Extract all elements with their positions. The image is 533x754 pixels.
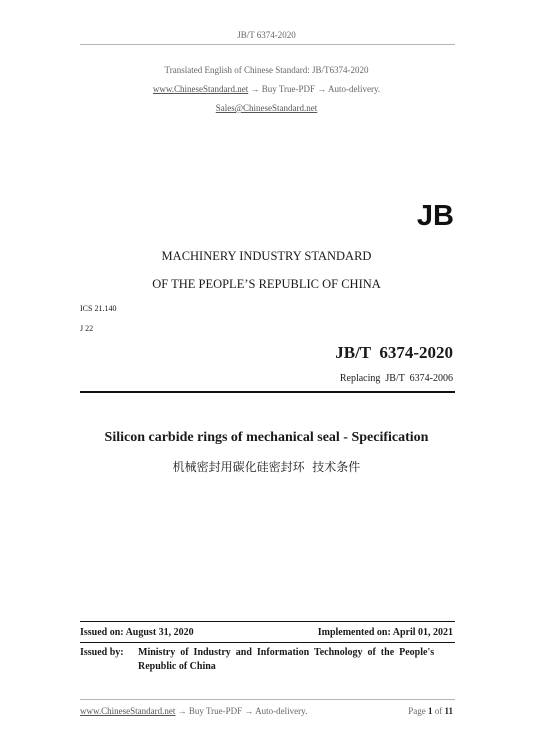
footer-buy-text: → Buy True-PDF → Auto-delivery. — [177, 706, 308, 716]
email-line — [0, 103, 533, 113]
running-header: JB/T 6374-2020 — [237, 30, 296, 40]
jb-logo: JB — [416, 200, 454, 232]
header-rule — [80, 44, 455, 45]
buy-text: → Buy True-PDF → Auto-delivery. — [250, 84, 381, 94]
of-label: of — [434, 706, 443, 716]
ics-code: ICS 21.140 — [80, 304, 117, 313]
page-indicator — [408, 706, 453, 716]
issued-by-line1: Ministry of Industry and Information Technology of the People's — [138, 647, 435, 658]
issuer-title-line2: OF THE PEOPLE’S REPUBLIC OF CHINA — [152, 277, 381, 291]
replacing-note: Replacing JB/T 6374-2006 — [339, 373, 453, 384]
footer-rule — [80, 699, 455, 700]
ccs-code: J 22 — [80, 324, 94, 333]
email-link[interactable]: Sales@ChineseStandard.net — [215, 103, 318, 113]
footer-buy-line — [80, 706, 307, 716]
site-link[interactable]: www.ChineseStandard.net — [152, 84, 249, 94]
issued-on: Issued on: August 31, 2020 — [80, 627, 194, 638]
translation-note: Translated English of Chinese Standard: JB/T6374-2020 — [164, 65, 369, 75]
standard-number: JB/T 6374-2020 — [335, 343, 453, 362]
dates-bottom-rule — [80, 642, 455, 643]
issuer-title-line1: MACHINERY INDUSTRY STANDARD — [161, 249, 372, 263]
implemented-on: Implemented on: April 01, 2021 — [317, 627, 453, 638]
issued-by-label: Issued by: — [80, 647, 124, 658]
title-rule — [80, 391, 455, 393]
footer-site-link[interactable]: www.ChineseStandard.net — [80, 706, 176, 716]
title-chinese: 机械密封用碳化硅密封环 技术条件 — [172, 460, 361, 474]
page-number: 1 — [427, 706, 433, 716]
issued-by-line2: Republic of China — [138, 661, 216, 672]
title-english: Silicon carbide rings of mechanical seal - Specification — [104, 430, 429, 445]
page-label: Page — [408, 706, 426, 716]
buy-line — [0, 84, 533, 94]
dates-top-rule — [80, 621, 455, 622]
total-pages: 11 — [444, 706, 453, 716]
